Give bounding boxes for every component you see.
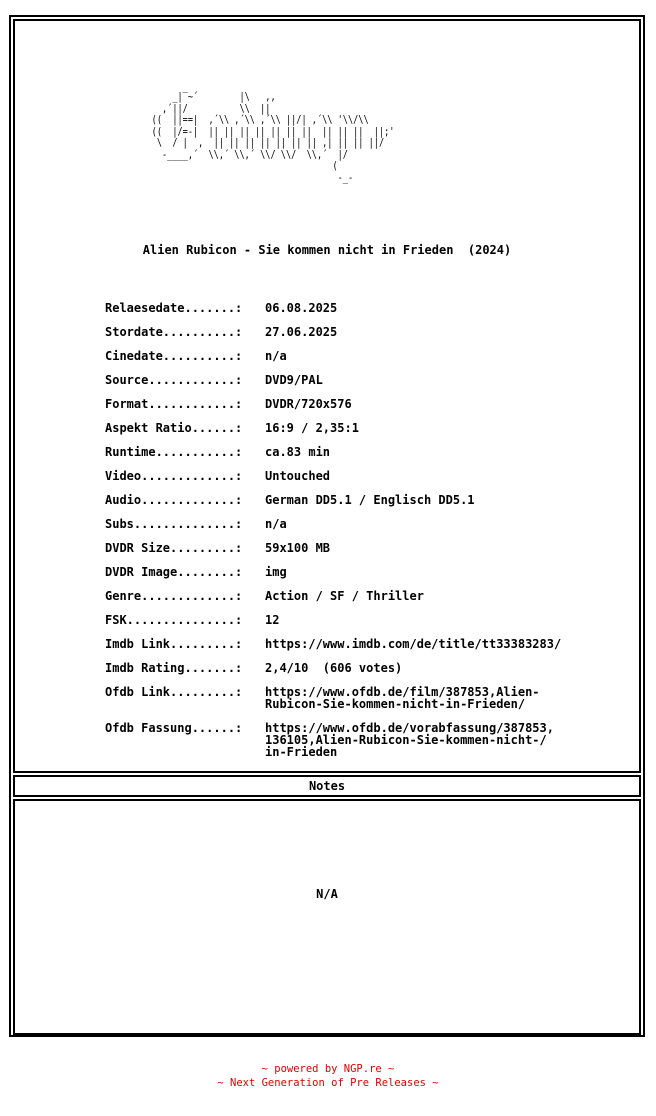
info-value: 16:9 / 2,35:1 bbox=[265, 421, 359, 435]
info-row bbox=[105, 566, 605, 578]
info-label: Subs..............: bbox=[105, 517, 243, 531]
info-row bbox=[105, 446, 605, 458]
info-value: 27.06.2025 bbox=[265, 325, 338, 339]
info-label: Aspekt Ratio......: bbox=[105, 421, 243, 435]
info-label: Ofdb Link.........: bbox=[105, 685, 243, 699]
info-value: https://www.imdb.com/de/title/tt33383283/ bbox=[265, 637, 562, 651]
release-info-panel bbox=[13, 19, 641, 773]
info-value: img bbox=[265, 565, 287, 579]
notes-header bbox=[13, 775, 641, 797]
info-label: Cinedate..........: bbox=[105, 349, 243, 363]
info-row bbox=[105, 302, 605, 314]
info-row bbox=[105, 470, 605, 482]
info-row bbox=[105, 686, 605, 710]
info-value: ca.83 min bbox=[265, 445, 331, 459]
info-label: Stordate..........: bbox=[105, 325, 243, 339]
info-label: DVDR Size.........: bbox=[105, 541, 243, 555]
info-value: DVDR/720x576 bbox=[265, 397, 352, 411]
info-row bbox=[105, 398, 605, 410]
info-list bbox=[105, 302, 605, 770]
nfo-frame bbox=[9, 15, 645, 1037]
footer-tagline: ~ Next Generation of Pre Releases ~ bbox=[217, 1077, 439, 1089]
info-row bbox=[105, 494, 605, 506]
info-label: Runtime...........: bbox=[105, 445, 243, 459]
info-row bbox=[105, 722, 605, 758]
info-value: https://www.ofdb.de/film/387853,Alien- Rubicon-Sie-kommen-nicht-in-Frieden/ bbox=[265, 685, 540, 711]
info-row bbox=[105, 518, 605, 530]
info-row bbox=[105, 542, 605, 554]
info-label: Audio.............: bbox=[105, 493, 243, 507]
info-label: Format............: bbox=[105, 397, 243, 411]
info-label: Imdb Link.........: bbox=[105, 637, 243, 651]
info-label: Video.............: bbox=[105, 469, 243, 483]
info-value: 59x100 MB bbox=[265, 541, 331, 555]
info-label: FSK...............: bbox=[105, 613, 243, 627]
notes-body: N/A bbox=[316, 887, 338, 901]
info-value: German DD5.1 / Englisch DD5.1 bbox=[265, 493, 475, 507]
info-label: Ofdb Fassung......: bbox=[105, 721, 243, 735]
info-value: n/a bbox=[265, 517, 287, 531]
info-row bbox=[105, 590, 605, 602]
notes-panel bbox=[13, 799, 641, 1035]
footer bbox=[0, 1062, 656, 1090]
info-row bbox=[105, 638, 605, 650]
notes-heading: Notes bbox=[308, 779, 346, 793]
release-title: Alien Rubicon - Sie kommen nicht in Frieden (2024) bbox=[142, 243, 512, 257]
info-value: 12 bbox=[265, 613, 280, 627]
info-value: Action / SF / Thriller bbox=[265, 589, 424, 603]
info-row bbox=[105, 374, 605, 386]
footer-powered-by: ~ powered by NGP.re ~ bbox=[261, 1063, 395, 1075]
info-label: Relaesedate.......: bbox=[105, 301, 243, 315]
info-value: 06.08.2025 bbox=[265, 301, 338, 315]
ascii-logo: _|‾~´ |\ ,, ,´||/ \\ || (( ||==| ,´\\ ,´\\ ,´\\ ||/| ,´\\ '\\/\\ (( |/=-| || || || || || || || || || || ||;' \ / | , || || || || || || || ,| || || ||/ -____,´ \\,´ \\,´ \\/ \\/ \\,´ |/ ( -_- bbox=[151, 90, 395, 184]
info-label: Imdb Rating.......: bbox=[105, 661, 243, 675]
info-value: Untouched bbox=[265, 469, 331, 483]
info-row bbox=[105, 326, 605, 338]
info-value: DVD9/PAL bbox=[265, 373, 323, 387]
info-row bbox=[105, 422, 605, 434]
info-row bbox=[105, 662, 605, 674]
info-label: DVDR Image........: bbox=[105, 565, 243, 579]
info-row bbox=[105, 614, 605, 626]
info-row bbox=[105, 350, 605, 362]
info-value: 2,4/10 (606 votes) bbox=[265, 661, 403, 675]
info-value: https://www.ofdb.de/vorabfassung/387853, 136105,Alien-Rubicon-Sie-kommen-nicht-/ in-Frieden bbox=[265, 721, 554, 759]
info-value: n/a bbox=[265, 349, 287, 363]
info-label: Source............: bbox=[105, 373, 243, 387]
info-label: Genre.............: bbox=[105, 589, 243, 603]
